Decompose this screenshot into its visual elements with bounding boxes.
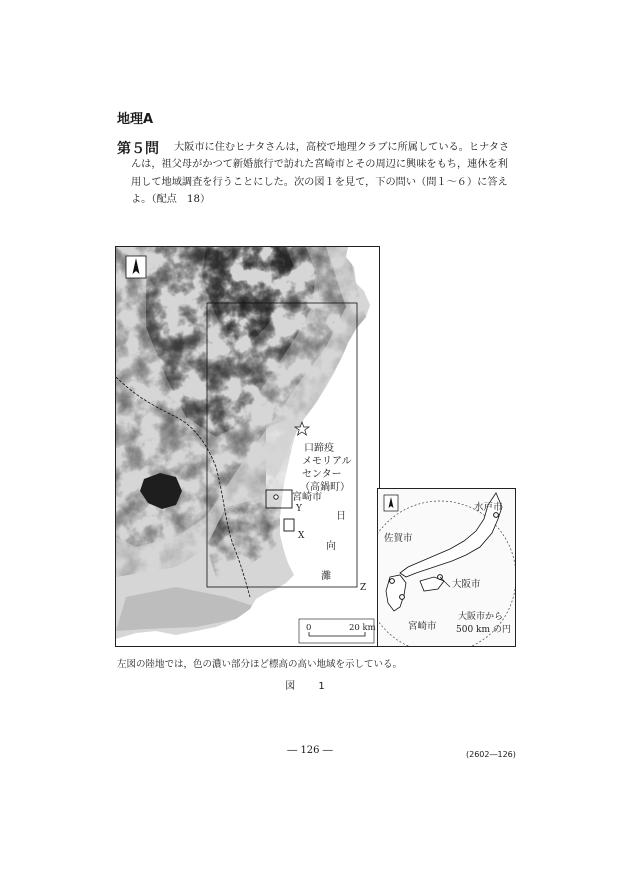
saga-point bbox=[390, 579, 395, 584]
inset-japan-map bbox=[377, 488, 516, 647]
memorial-label-4: （高鍋町） bbox=[300, 482, 350, 493]
label-x: X bbox=[298, 531, 305, 541]
north-arrow-icon bbox=[384, 495, 398, 511]
radius-note-2: 500 km の円 bbox=[456, 625, 511, 635]
label-z: Z bbox=[360, 583, 367, 593]
radius-note-1: 大阪市から bbox=[458, 612, 504, 622]
label-y: Y bbox=[296, 504, 302, 514]
sea-char-3: 灘 bbox=[321, 571, 331, 582]
miyazaki-label: 宮崎市 bbox=[408, 621, 437, 632]
figure-label: 図 1 bbox=[285, 681, 335, 692]
question-line-2: んは，祖父母がかつて新婚旅行で訪れた宮崎市とその周辺に興味をもち，連休を利 bbox=[131, 159, 508, 171]
question-line-1: 大阪市に住むヒナタさんは，高校で地理クラブに所属している。ヒナタさ bbox=[174, 142, 510, 153]
miyazaki-point bbox=[400, 595, 405, 600]
memorial-label-2: メモリアル bbox=[302, 456, 352, 467]
question-line-4: よ。（配点 18） bbox=[131, 194, 211, 206]
miyazaki-city-point bbox=[274, 495, 278, 499]
mito-point bbox=[494, 513, 499, 518]
memorial-label-3: センター bbox=[302, 469, 342, 480]
question-label: 第５問 bbox=[117, 141, 159, 157]
mito-label: 水戸市 bbox=[474, 502, 503, 513]
saga-label: 佐賀市 bbox=[384, 533, 413, 544]
page-code: (2602―126) bbox=[466, 750, 516, 759]
memorial-label-1: 口蹄疫 bbox=[304, 443, 334, 454]
figure-caption: 左図の陸地では，色の濃い部分ほど標高の高い地域を示している。 bbox=[117, 659, 403, 670]
scale-zero: 0 bbox=[306, 623, 312, 633]
scale-max: 20 km bbox=[349, 623, 376, 633]
osaka-label: 大阪市 bbox=[452, 579, 481, 590]
sea-char-1: 日 bbox=[336, 511, 346, 522]
sea-char-2: 向 bbox=[326, 541, 336, 552]
section-title: 地理A bbox=[117, 112, 154, 127]
question-line-3: 用して地域調査を行うことにした。次の図１を見て，下の問い（問１～６）に答え bbox=[131, 176, 508, 188]
page-number: ― 126 ― bbox=[287, 745, 333, 756]
miyazaki-label: 宮崎市 bbox=[292, 492, 322, 503]
north-arrow-icon bbox=[126, 256, 146, 278]
main-relief-map bbox=[115, 246, 380, 647]
